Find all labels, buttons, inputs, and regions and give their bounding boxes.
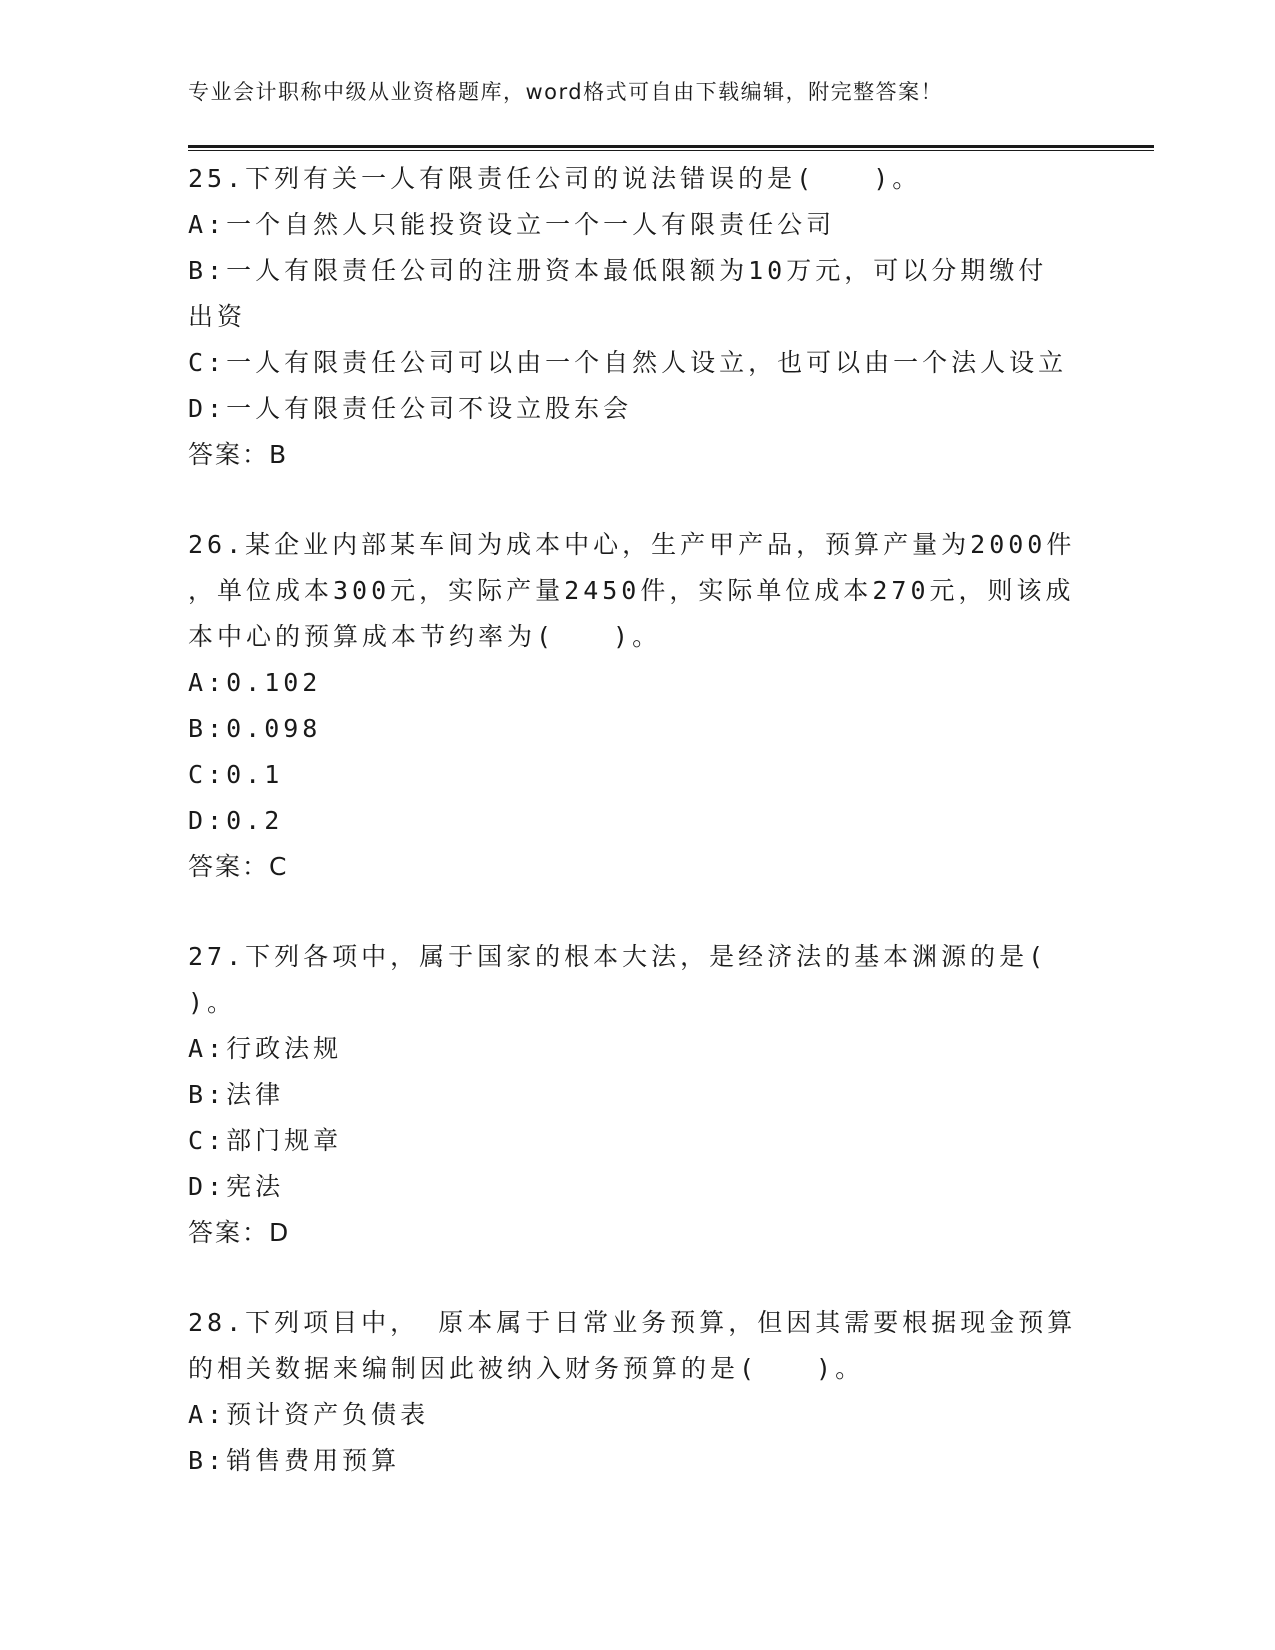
question-stem-line: )。 xyxy=(188,988,237,1017)
answer-option: A:预计资产负债表 xyxy=(188,1400,430,1429)
answer-key: 答案：B xyxy=(188,440,289,469)
answer-option: A:一个自然人只能投资设立一个一人有限责任公司 xyxy=(188,210,836,239)
question-stem-line: 26.某企业内部某车间为成本中心，生产甲产品，预算产量为2000件 xyxy=(188,530,1076,559)
question-block xyxy=(188,1300,1088,1484)
answer-key: 答案：D xyxy=(188,1218,291,1247)
answer-option: B:法律 xyxy=(188,1080,285,1109)
answer-option: A:0.102 xyxy=(188,668,322,697)
answer-option: B:0.098 xyxy=(188,714,322,743)
question-block xyxy=(188,156,1088,478)
answer-option: C:部门规章 xyxy=(188,1126,343,1155)
question-stem-line: 28.下列项目中， 原本属于日常业务预算，但因其需要根据现金预算 xyxy=(188,1308,1077,1337)
answer-option: D:0.2 xyxy=(188,806,284,835)
answer-option: D:宪法 xyxy=(188,1172,285,1201)
answer-option: C:一人有限责任公司可以由一个自然人设立，也可以由一个法人设立 xyxy=(188,348,1068,377)
answer-option: D:一人有限责任公司不设立股东会 xyxy=(188,394,633,423)
header-rule xyxy=(188,145,1154,148)
answer-option: B:一人有限责任公司的注册资本最低限额为10万元，可以分期缴付 xyxy=(188,256,1048,285)
answer-key: 答案：C xyxy=(188,852,289,881)
question-block xyxy=(188,934,1088,1256)
question-stem-line: 的相关数据来编制因此被纳入财务预算的是( )。 xyxy=(188,1354,865,1383)
question-stem-line: 27.下列各项中，属于国家的根本大法，是经济法的基本渊源的是( xyxy=(188,942,1048,971)
answer-option: C:0.1 xyxy=(188,760,284,789)
question-stem-line: ，单位成本300元，实际产量2450件，实际单位成本270元，则该成 xyxy=(188,576,1075,605)
question-list xyxy=(188,156,1088,1528)
answer-option: B:销售费用预算 xyxy=(188,1446,401,1475)
question-stem-line: 本中心的预算成本节约率为( )。 xyxy=(188,622,662,651)
question-block xyxy=(188,522,1088,890)
page-header: 专业会计职称中级从业资格题库，word格式可自由下载编辑，附完整答案！ xyxy=(188,80,944,104)
answer-option: 出资 xyxy=(188,302,247,331)
header-rule-thin xyxy=(188,150,1154,151)
question-stem-line: 25.下列有关一人有限责任公司的说法错误的是( )。 xyxy=(188,164,922,193)
answer-option: A:行政法规 xyxy=(188,1034,343,1063)
